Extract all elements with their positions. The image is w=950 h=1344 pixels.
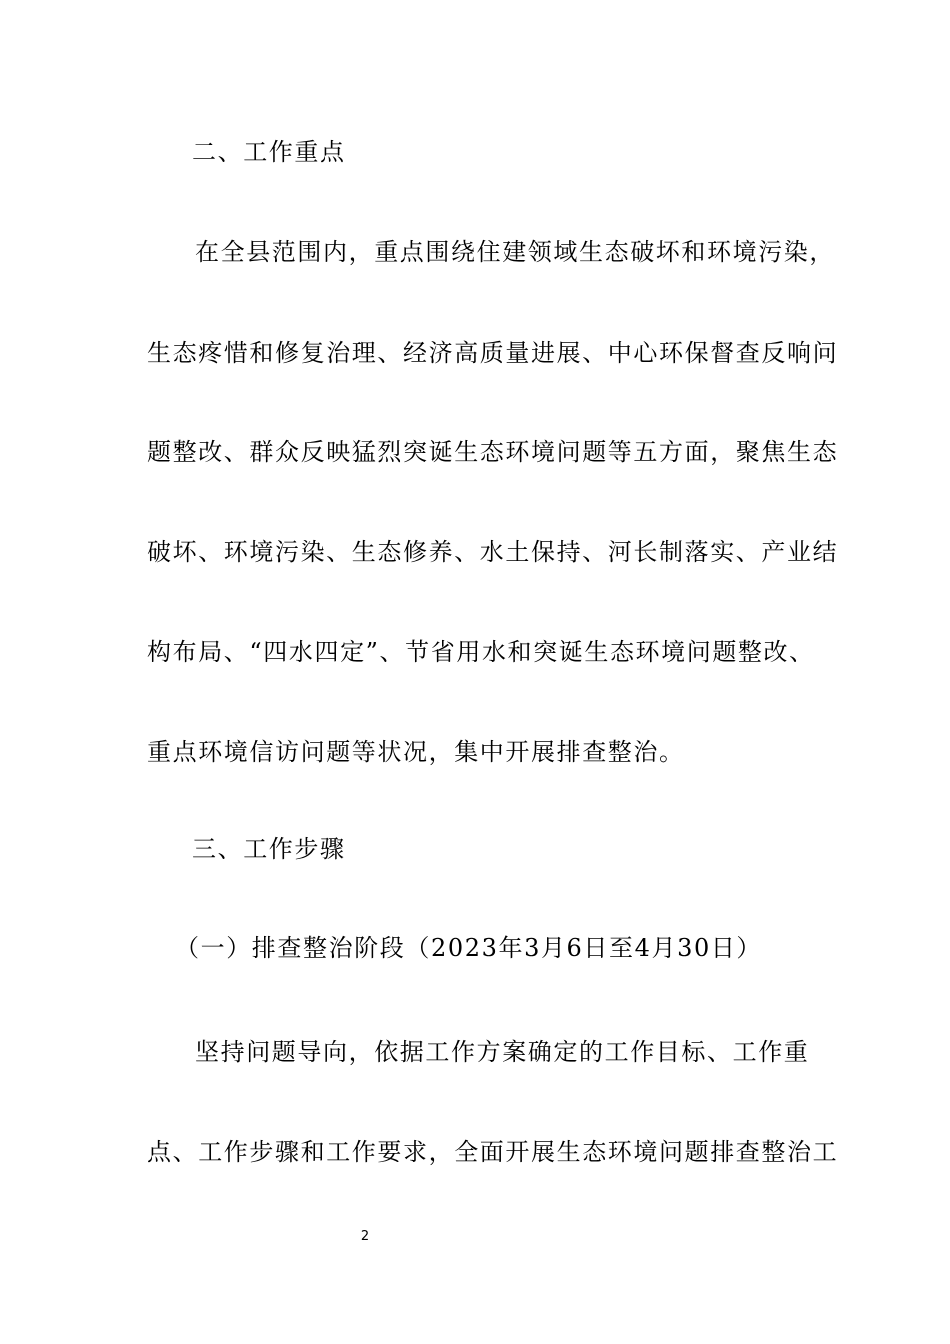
paragraph-line: 重点环境信访问题等状况，集中开展排查整治。: [147, 738, 685, 766]
paragraph-line: 生态疼惜和修复治理、经济高质量进展、中心环保督查反响问: [147, 339, 839, 367]
paragraph-line: 坚持问题导向，依据工作方案确定的工作目标、工作重: [195, 1038, 810, 1066]
page-number: 2: [360, 1229, 370, 1244]
section-heading-work-steps: 三、工作步骤: [192, 835, 346, 863]
paragraph-line: 破坏、环境污染、生态修养、水土保持、河长制落实、产业结: [147, 538, 839, 566]
paragraph-line: 题整改、群众反映猛烈突诞生态环境问题等五方面，聚焦生态: [147, 438, 839, 466]
paragraph-line: 构布局、“四水四定”、节省用水和突诞生态环境问题整改、: [147, 638, 815, 666]
section-heading-work-focus: 二、工作重点: [192, 138, 346, 166]
paragraph-line: 在全县范围内，重点围绕住建领域生态破坏和环境污染，: [195, 238, 835, 266]
subsection-heading-investigation-phase: （一）排查整治阶段（2023年3月6日至4月30日）: [175, 934, 763, 962]
paragraph-line: 点、工作步骤和工作要求，全面开展生态环境问题排查整治工: [147, 1138, 839, 1166]
